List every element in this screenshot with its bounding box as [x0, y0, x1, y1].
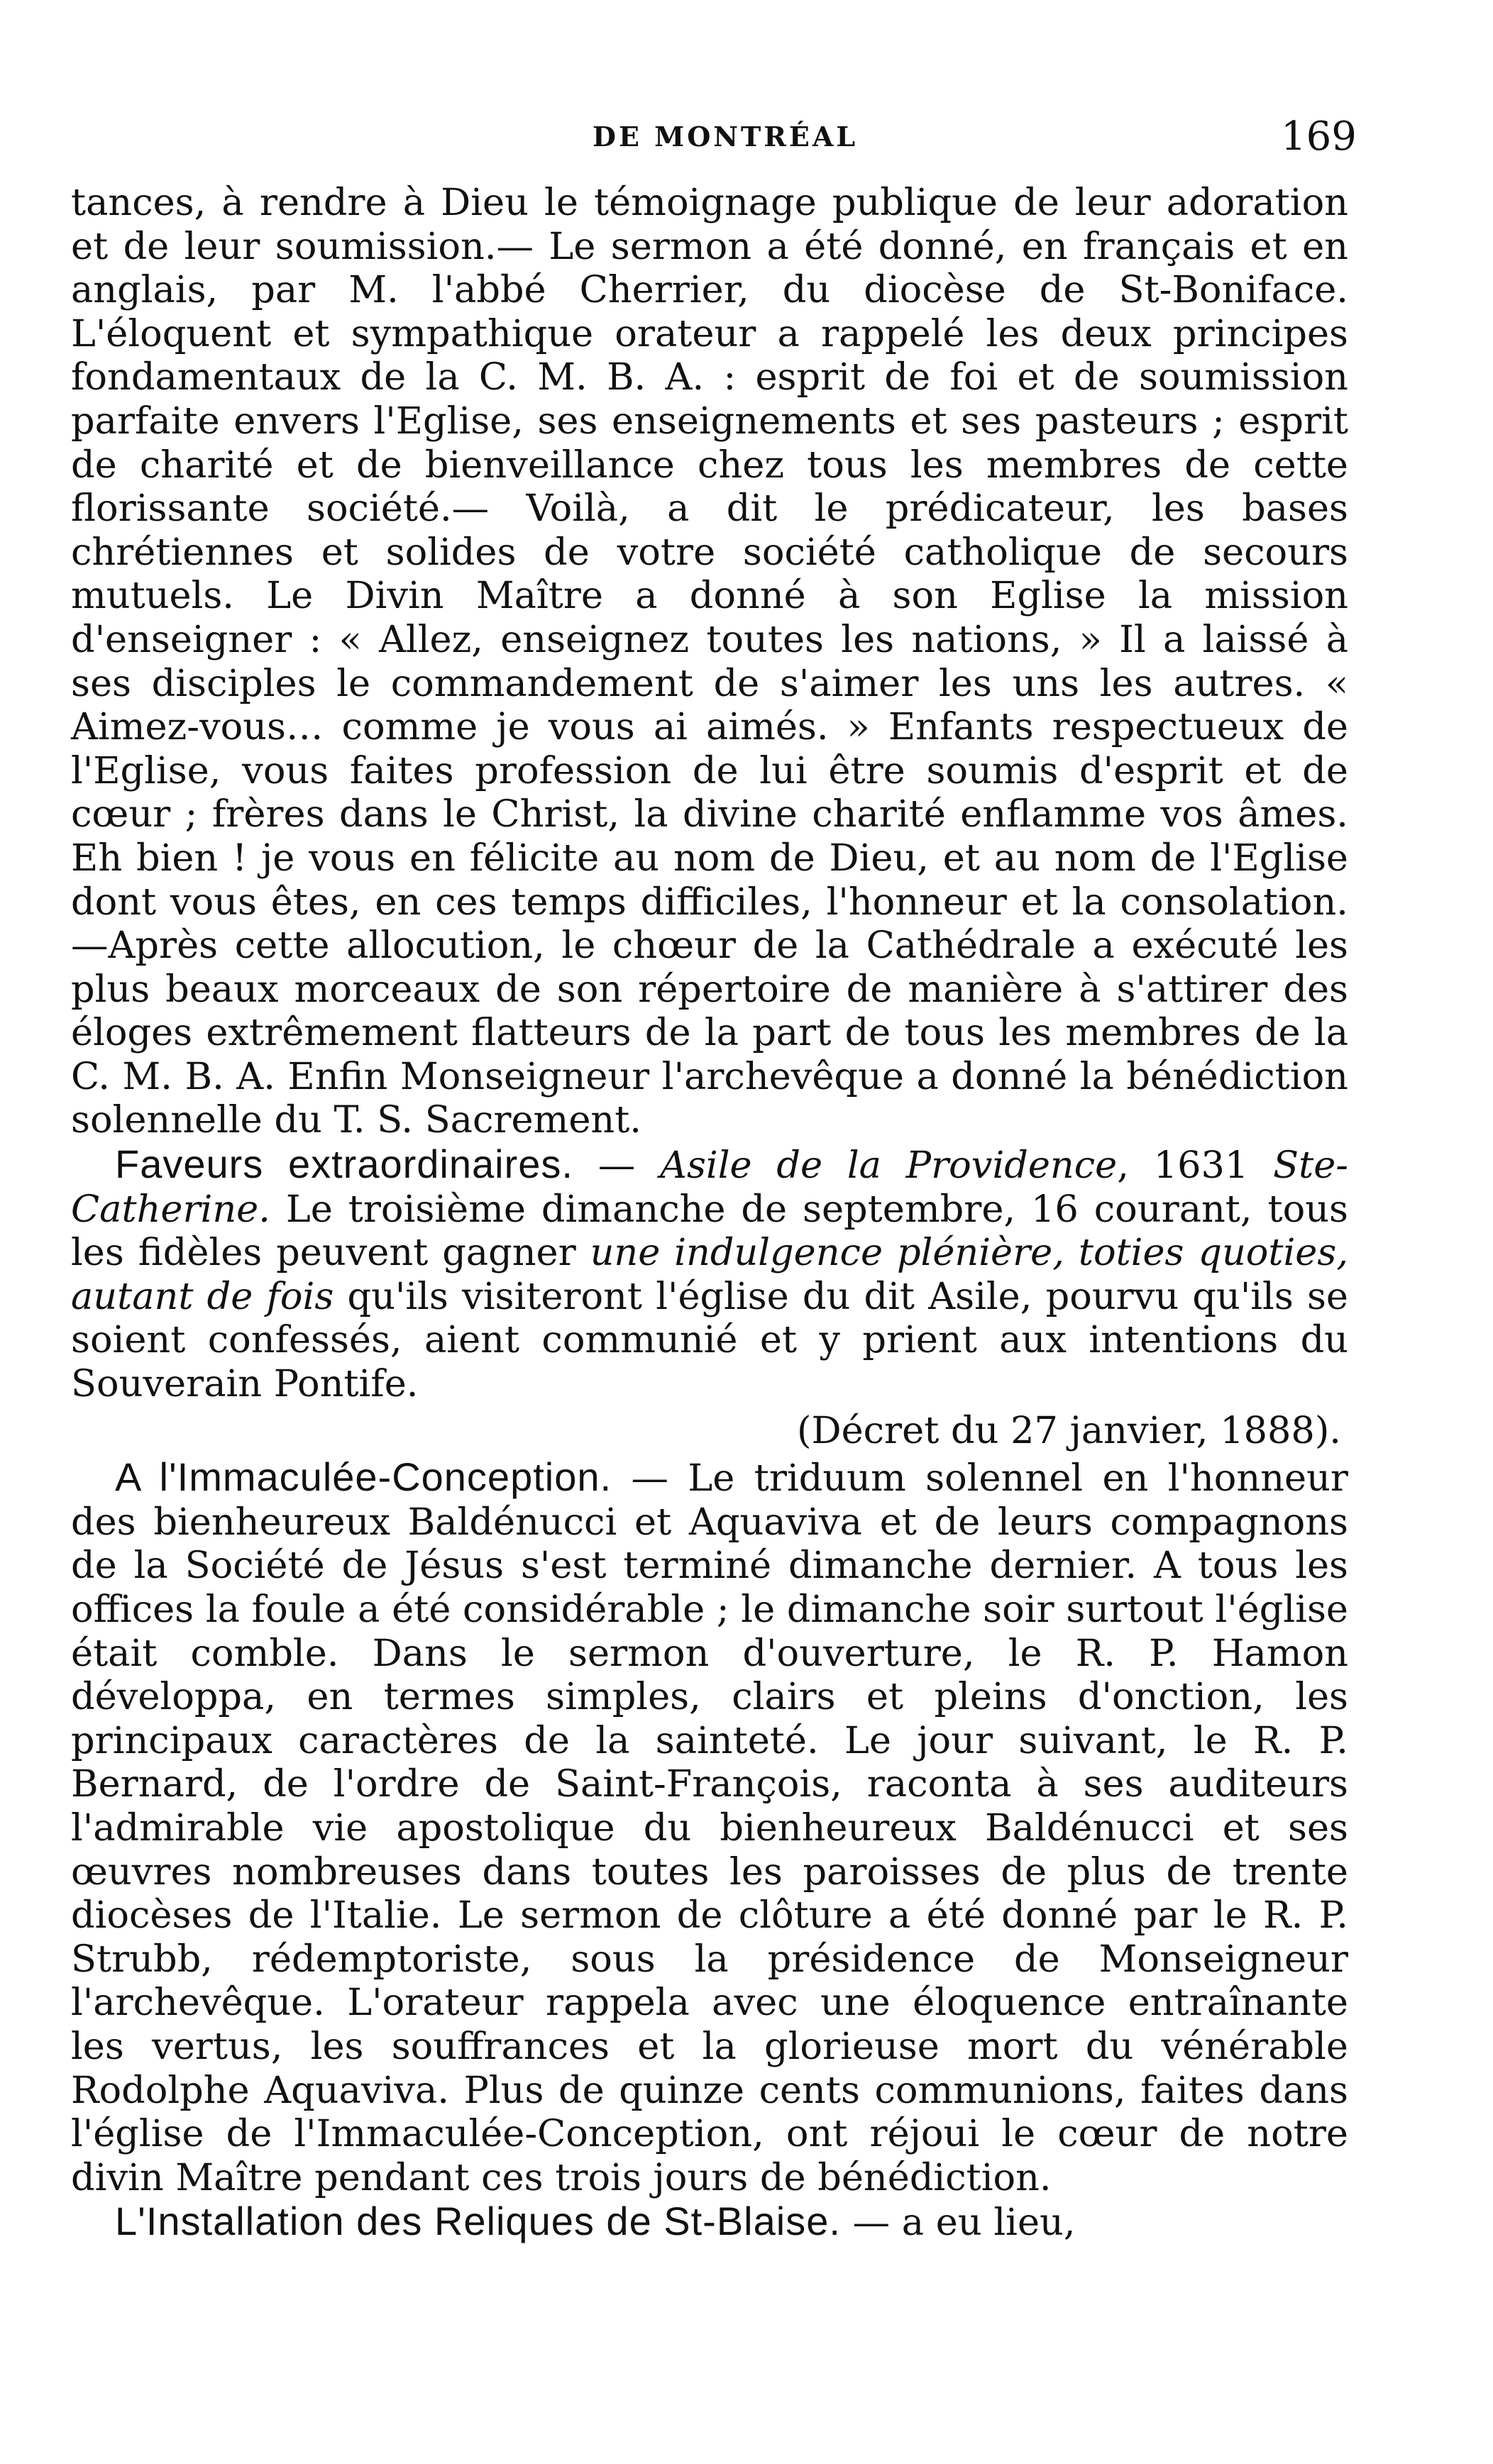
page-header [0, 114, 1493, 170]
immaculee-text: — Le triduum solennel en l'honneur des bienheureux Baldénucci et Aquaviva et de leurs compagnons de la Société de Jésus s'est terminé dimanche dernier. A tous les offices la foule a été considérable ; le dimanche soir surtout l'église était comble. Dans le sermon d'ouverture, le R. P. Hamon développa, en termes simples, clairs et pleins d'onction, les principaux caractères de la sainteté. Le jour suivant, le R. P. Bernard, de l'ordre de Saint-François, raconta à ses auditeurs l'admirable vie apostolique du bienheureux Baldénucci et ses œuvres nombreuses dans toutes les paroisses de plus de trente diocèses de l'Italie. Le sermon de clôture a été donné par le R. P. Strubb, rédemptoriste, sous la présidence de Monseigneur l'archevêque. L'orateur rappela avec une éloquence entraînante les vertus, les souffrances et la glorieuse mort du vénérable Rodolphe Aquaviva. Plus de quinze cents communions, faites dans l'église de l'Immaculée-Conception, ont réjoui le cœur de notre divin Maître pendant ces trois jours de bénédiction. [71, 1457, 1349, 2199]
italic-ste-catherine: Ste-Catherine. [71, 1144, 1348, 1231]
paragraph-1: tances, à rendre à Dieu le témoignage publique de leur adoration et de leur soumission.— Le sermon a été donné, en français et en anglais, par M. l'abbé Cherrier, du diocèse de St-Boniface. L'éloquent et sympathique orateur a rappelé les deux principes fondamentaux de la C. M. B. A. : esprit de foi et de soumission parfaite envers l'Eglise, ses enseignements et ses pasteurs ; esprit de charité et de bienveillance chez tous les membres de cette florissante société.— Voilà, a dit le prédicateur, les bases chrétiennes et solides de votre société catholique de secours mutuels. Le Divin Maître a donné à son Eglise la mission d'enseigner : « Allez, enseignez toutes les nations, » Il a laissé à ses disciples le commandement de s'aimer les uns les autres. « Aimez-vous… comme je vous ai aimés. » Enfants respectueux de l'Eglise, vous faites profession de lui être soumis d'esprit et de cœur ; frères dans le Christ, la divine charité enflamme vos âmes. Eh bien ! je vous en félicite au nom de Dieu, et au nom de l'Eglise dont vous êtes, en ces temps difficiles, l'honneur et la consolation. —Après cette allocution, le chœur de la Cathédrale a exécuté les plus beaux morceaux de son répertoire de manière à s'attirer des éloges extrêmement flatteurs de la part de tous les membres de la C. M. B. A. Enfin Monseigneur l'archevêque a donné la bénédiction solennelle du T. S. Sacrement. [71, 181, 1348, 1142]
paragraph-immaculee [71, 1455, 1348, 2199]
paragraph-faveurs [71, 1142, 1348, 1406]
running-head: DE MONTRÉAL [593, 121, 859, 153]
section-heading-installation: L'Installation des Reliques de St-Blaise. [115, 2199, 841, 2244]
page-number: 169 [1281, 114, 1357, 160]
section-heading-immaculee: A l'Immaculée-Conception. [115, 1454, 612, 1500]
decree-citation: (Décret du 27 janvier, 1888). [797, 1408, 1341, 1452]
section-heading-faveurs: Faveurs extraordinaires. [115, 1142, 573, 1187]
address-text: , 1631 [1117, 1144, 1274, 1188]
body-text [71, 181, 1348, 2245]
faveurs-text-2: qu'ils visiteront l'église du dit Asile, pourvu qu'ils se soient confessés, aient communié et y prient aux intentions du Souverain Pontife. [71, 1274, 1349, 1406]
italic-asile: Asile de la Providence [660, 1144, 1118, 1188]
faveurs-text-1: Le troisième dimanche de septembre, 16 courant, tous les fidèles peuvent gagner [71, 1187, 1348, 1275]
installation-text: — a eu lieu, [840, 2201, 1076, 2245]
heading-separator: — [573, 1144, 661, 1188]
paragraph-installation [71, 2199, 1348, 2245]
italic-indulgence: une indulgence plénière, toties quoties, autant de fois [71, 1231, 1349, 1318]
